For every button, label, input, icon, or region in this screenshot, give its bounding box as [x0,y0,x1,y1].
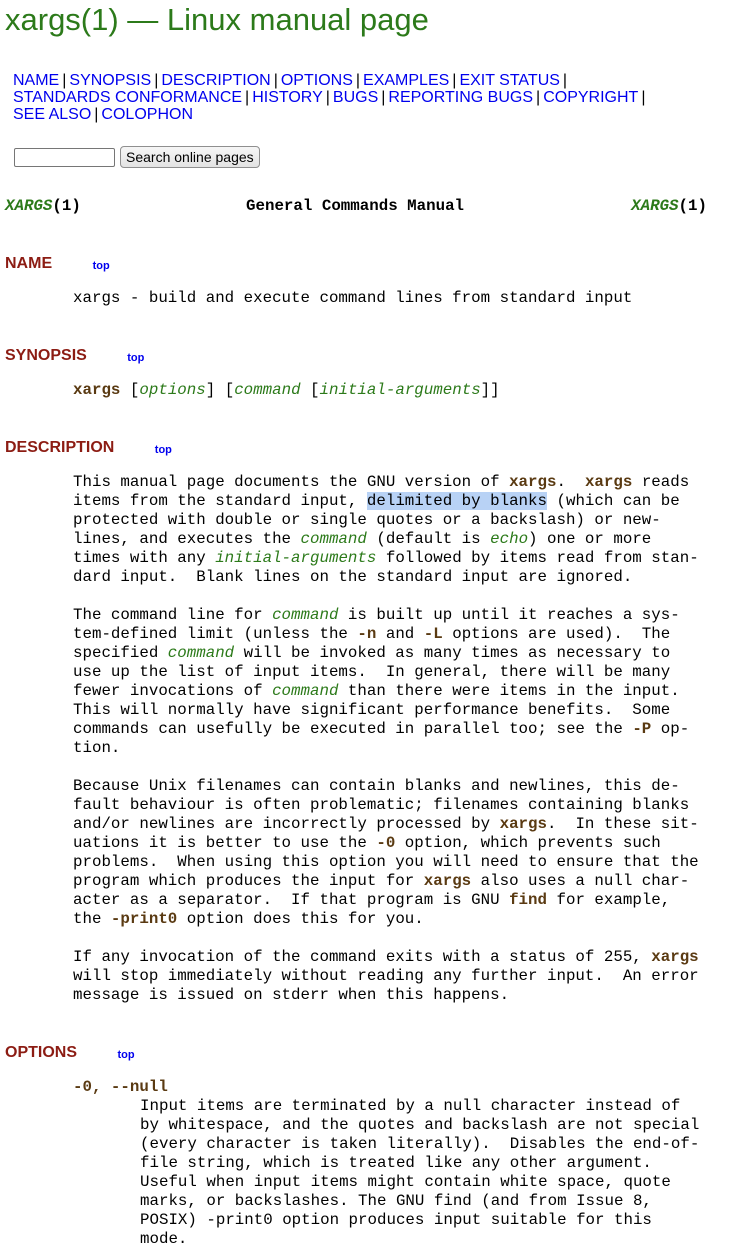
search-form [14,146,260,168]
text-line: tion. [73,739,121,757]
section-heading-synopsis [5,347,144,367]
option-flag: -0, --null [73,1078,168,1096]
section-heading-options [5,1044,135,1064]
nav-link-bugs[interactable]: BUGS [332,89,379,106]
text-line: problems. When using this option you will need to ensure that the [73,853,699,871]
name-text: xargs - build and execute command lines from standard input [73,289,633,307]
text-line: This manual page documents the GNU version of xargs. xargs reads [73,473,690,491]
header-right [631,196,707,216]
nav-separator: | [536,89,541,106]
synopsis-punct: [ [300,381,320,399]
search-button[interactable]: Search online pages [120,146,260,168]
text-line: If any invocation of the command exits with a status of 255, xargs [73,948,699,966]
synopsis-punct: [ [120,381,140,399]
nav-link-description[interactable]: DESCRIPTION [161,72,271,89]
nav-link-synopsis[interactable]: SYNOPSIS [69,72,152,89]
section-heading-text: NAME [5,255,53,272]
nav-separator: | [154,72,159,89]
top-link[interactable]: top [154,444,172,456]
header-left-name: XARGS [5,197,53,215]
text-line: tem-defined limit (unless the -n and -L options are used). The [73,625,671,643]
text-line: marks, or backslashes. The GNU find (and from Issue 8, [140,1192,652,1210]
nav-link-see-also[interactable]: SEE ALSO [13,106,92,123]
text-line: message is issued on stderr when this happens. [73,986,510,1004]
text-line: and/or newlines are incorrectly processed by xargs. In these sit- [73,815,699,833]
section-heading-description [5,439,172,459]
nav-link-copyright[interactable]: COPYRIGHT [543,89,639,106]
nav-link-options[interactable]: OPTIONS [280,72,353,89]
text-line: program which produces the input for xargs also uses a null char- [73,872,690,890]
section-heading-name [5,255,110,275]
text-line: lines, and executes the command (default is echo) one or more [73,530,652,548]
header-right-name: XARGS [631,197,679,215]
text-line: This will normally have significant performance benefits. Some [73,701,671,719]
synopsis-text [73,381,500,400]
section-nav [13,72,713,123]
nav-link-history[interactable]: HISTORY [252,89,323,106]
text-line: specified command will be invoked as many times as necessary to [73,644,671,662]
description-paragraph-2 [73,606,689,758]
nav-separator: | [94,106,99,123]
nav-link-name[interactable]: NAME [13,72,60,89]
text-line: times with any initial-arguments followed by items read from stan- [73,549,699,567]
text-line: use up the list of input items. In general, there will be many [73,663,671,681]
search-input[interactable] [14,148,115,167]
nav-link-exit-status[interactable]: EXIT STATUS [459,72,560,89]
nav-link-standards-conformance[interactable]: STANDARDS CONFORMANCE [13,89,243,106]
text-line: uations it is better to use the -0 option, which prevents such [73,834,661,852]
nav-link-colophon[interactable]: COLOPHON [101,106,193,123]
description-paragraph-1 [73,473,699,587]
text-line: protected with double or single quotes or a backslash) or new- [73,511,661,529]
text-line: will stop immediately without reading any further input. An error [73,967,699,985]
header-left-section: (1) [52,197,81,215]
text-line: acter as a separator. If that program is GNU find for example, [73,891,671,909]
page-title: xargs(1) — Linux manual page [5,2,429,37]
nav-separator: | [245,89,250,106]
nav-link-examples[interactable]: EXAMPLES [363,72,450,89]
top-link[interactable]: top [92,260,110,272]
nav-separator: | [562,72,568,89]
synopsis-punct: ] [ [205,381,235,399]
text-line: POSIX) -print0 option produces input suitable for this [140,1211,652,1229]
nav-separator: | [62,72,67,89]
top-link[interactable]: top [117,1049,135,1061]
text-line: fewer invocations of command than there were items in the input. [73,682,680,700]
synopsis-command-arg: command [234,381,301,399]
text-line: fault behaviour is often problematic; filenames containing blanks [73,796,690,814]
header-center: General Commands Manual [246,197,465,215]
text-line: by whitespace, and the quotes and backslash are not special [140,1116,700,1134]
text-line: (every character is taken literally). Disables the end-of- [140,1135,700,1153]
text-line: commands can usefully be executed in parallel too; see the -P op- [73,720,690,738]
header-right-section: (1) [678,197,707,215]
text-line: mode. [140,1230,188,1248]
synopsis-initial-arguments: initial-arguments [319,381,481,399]
text-line: items from the standard input, delimited by blanks (which can be [73,492,680,510]
synopsis-options: options [139,381,206,399]
nav-separator: | [355,72,361,89]
top-link[interactable]: top [127,352,145,364]
synopsis-punct: ]] [480,381,500,399]
text-line: dard input. Blank lines on the standard input are ignored. [73,568,633,586]
nav-separator: | [273,72,278,89]
description-paragraph-4 [73,948,699,1005]
nav-separator: | [641,89,646,106]
section-heading-text: OPTIONS [5,1044,78,1061]
text-line: the -print0 option does this for you. [73,910,424,928]
text-line: Input items are terminated by a null character instead of [140,1097,681,1115]
option-null-flag [73,1078,168,1097]
section-heading-text: DESCRIPTION [5,439,115,456]
description-paragraph-3 [73,777,699,929]
option-null-description [140,1097,699,1249]
text-line: The command line for command is built up until it reaches a sys- [73,606,680,624]
text-line: file string, which is treated like any other argument. [140,1154,652,1172]
nav-link-reporting-bugs[interactable]: REPORTING BUGS [388,89,534,106]
nav-separator: | [381,89,386,106]
section-heading-text: SYNOPSIS [5,347,87,364]
text-line: Because Unix filenames can contain blanks and newlines, this de- [73,777,680,795]
header-left [5,196,81,216]
nav-separator: | [452,72,457,89]
synopsis-command-name: xargs [73,381,121,399]
nav-separator: | [325,89,330,106]
man-header [5,196,707,216]
text-line: Useful when input items might contain white space, quote [140,1173,671,1191]
